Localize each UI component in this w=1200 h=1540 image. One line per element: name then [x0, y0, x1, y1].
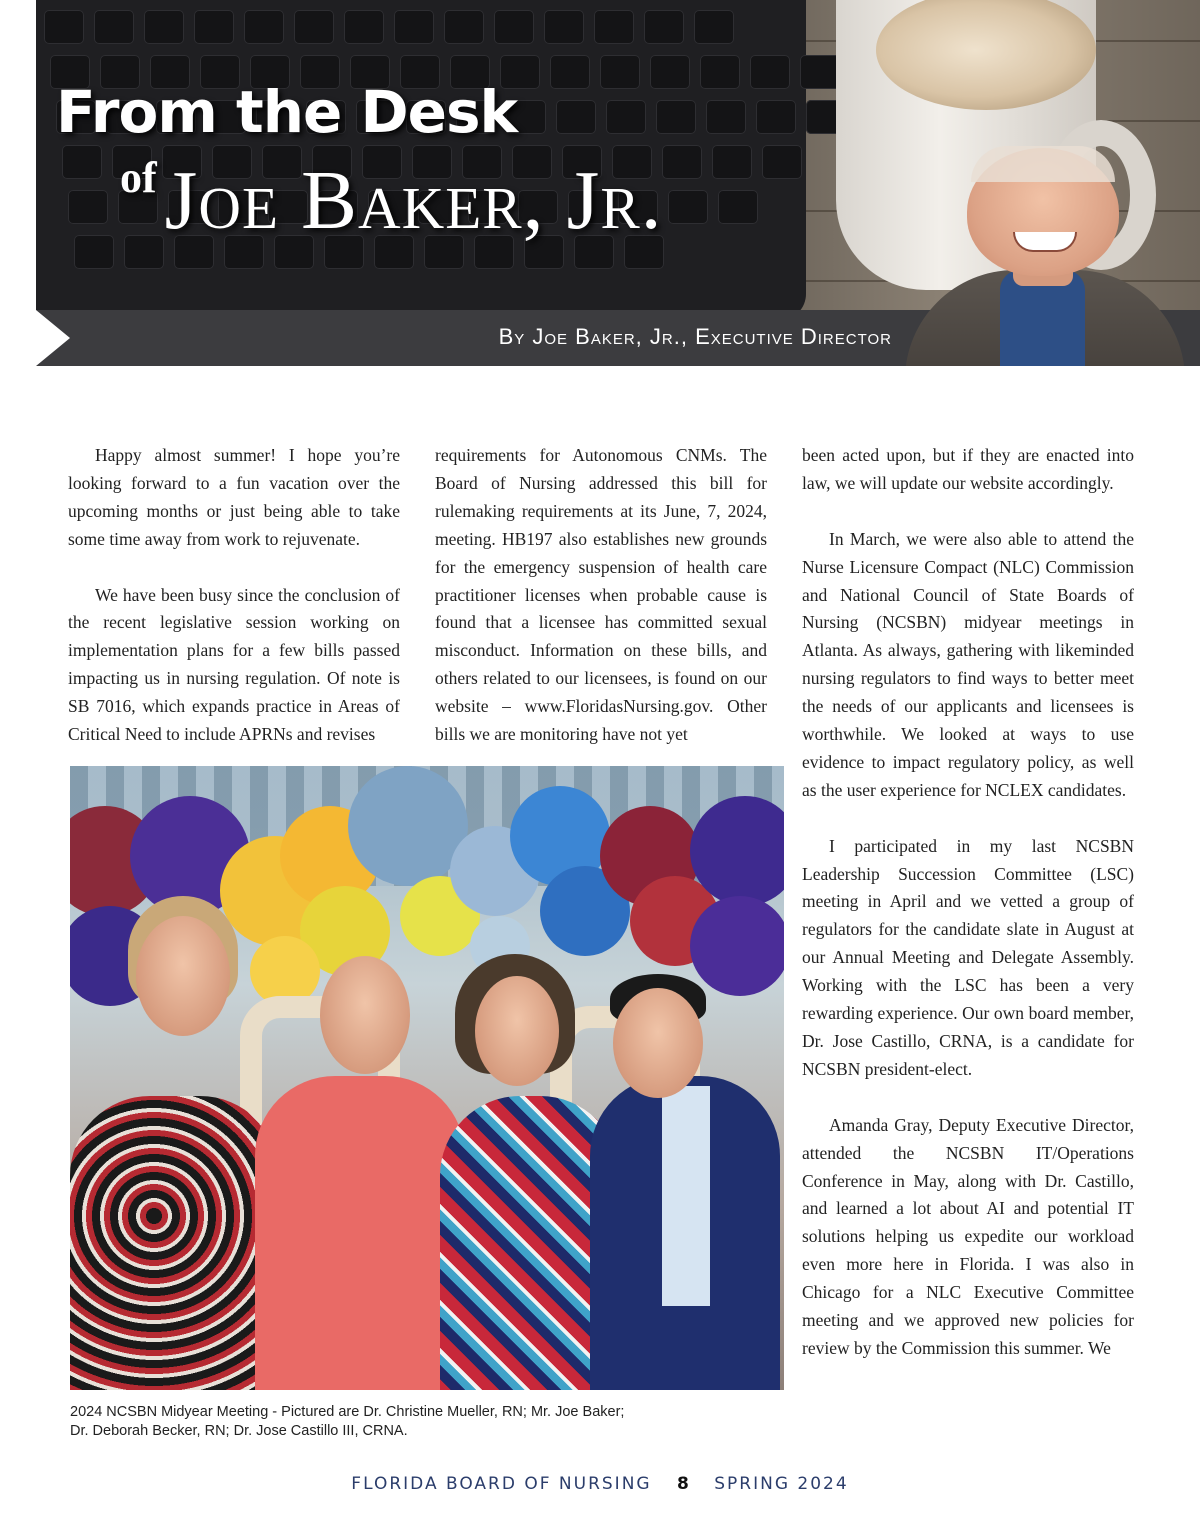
paragraph: been acted upon, but if they are enacted into law, we will update our website accordingly.	[802, 445, 1134, 493]
person-2	[255, 1076, 465, 1390]
keyboard-key	[668, 190, 708, 224]
portrait-smile	[1013, 232, 1077, 252]
keyboard-key	[556, 100, 596, 134]
title-author-name: Joe Baker, Jr.	[164, 154, 663, 247]
keyboard-key	[606, 100, 646, 134]
keyboard-key	[712, 145, 752, 179]
photo-caption	[70, 1403, 770, 1441]
keyboard-key	[94, 10, 134, 44]
paragraph: requirements for Autonomous CNMs. The Board of Nursing addressed this bill for rulemaking requirements at its June, 7, 2024, meeting. HB197 also establishes new grounds for the emergency suspension of health care practitioner licenses when probable cause is found that a licensee has committed sexual misconduct. Information on these bills, and others related to our licensees, is found on our website – www.FloridasNursing.gov. Other bills we are monitoring have not yet	[435, 445, 767, 745]
keyboard-key	[800, 55, 840, 89]
keyboard-key	[144, 10, 184, 44]
keyboard-key	[644, 10, 684, 44]
keyboard-key	[294, 10, 334, 44]
keyboard-key	[750, 55, 790, 89]
keyboard-key	[494, 10, 534, 44]
footer-issue: SPRING 2024	[714, 1474, 849, 1494]
keyboard-key	[762, 145, 802, 179]
keyboard-key	[706, 100, 746, 134]
keyboard-key	[44, 10, 84, 44]
page-number: 8	[677, 1474, 689, 1494]
keyboard-key	[68, 190, 108, 224]
keyboard-key	[662, 145, 702, 179]
keyboard-key	[718, 190, 758, 224]
page-footer	[0, 1474, 1200, 1494]
article-column-2	[435, 442, 767, 777]
caption-line-2: Dr. Deborah Becker, RN; Dr. Jose Castillo III, CRNA.	[70, 1423, 408, 1439]
keyboard-key	[594, 10, 634, 44]
keyboard-key	[244, 10, 284, 44]
keyboard-key	[74, 235, 114, 269]
keyboard-key	[544, 10, 584, 44]
keyboard-key	[194, 10, 234, 44]
paragraph: We have been busy since the conclusion of the recent legislative session working on implementation plans for a few bills passed impacting us in nursing regulation. Of note is SB 7016, which expands practice in Areas of Critical Need to include APRNs and revises	[68, 584, 400, 745]
person-1	[70, 1096, 280, 1390]
keyboard-key	[650, 55, 690, 89]
byline: By Joe Baker, Jr., Executive Director	[498, 324, 892, 349]
title-name-line	[120, 152, 663, 249]
keyboard-key	[694, 10, 734, 44]
paragraph: Happy almost summer! I hope you’re looking forward to a fun vacation over the upcoming months or just being able to take some time away from work to rejuvenate.	[68, 445, 400, 549]
keyboard-key	[700, 55, 740, 89]
keyboard-key	[756, 100, 796, 134]
keyboard-key	[62, 145, 102, 179]
keyboard-key	[600, 55, 640, 89]
byline-arrow-shape	[36, 310, 70, 366]
article-column-1	[68, 442, 400, 777]
group-photo	[70, 766, 784, 1390]
footer-publication: FLORIDA BOARD OF NURSING	[351, 1474, 652, 1494]
paragraph: Amanda Gray, Deputy Executive Director, attended the NCSBN IT/Operations Conference in May, along with Dr. Castillo, and learned a lot about AI and potential IT solutions helping us expedite our workload even more here in Florida. I was also in Chicago for a NLC Executive Committee meeting and we approved new policies for review by the Commission this summer. We	[802, 1114, 1134, 1358]
keyboard-key	[344, 10, 384, 44]
caption-line-1: 2024 NCSBN Midyear Meeting - Pictured are Dr. Christine Mueller, RN; Mr. Joe Baker;	[70, 1404, 625, 1420]
article-column-3	[802, 442, 1134, 1391]
author-portrait	[905, 140, 1185, 366]
paragraph: In March, we were also able to attend the Nurse Licensure Compact (NLC) Commission and National Council of State Boards of Nursing (NCSBN) midyear meetings in Atlanta. As always, gathering with likeminded nursing regulators to find ways to better meet the needs of our applicants and licensees is worthwhile. We looked at ways to use evidence to impact regulatory policy, as well as the user experience for NCLEX candidates.	[802, 528, 1134, 800]
title-of: of	[120, 153, 157, 202]
keyboard-key	[656, 100, 696, 134]
keyboard-key	[444, 10, 484, 44]
keyboard-key	[394, 10, 434, 44]
keyboard-key	[550, 55, 590, 89]
portrait-hair	[971, 146, 1115, 182]
paragraph: I participated in my last NCSBN Leadership Succession Committee (LSC) meeting in April and we vetted a group of regulators for the candidate slate in August at our Annual Meeting and Delegate Assembly. Working with the LSC has been a very rewarding experience. Our own board member, Dr. Jose Castillo, CRNA, is a candidate for NCSBN president-elect.	[802, 835, 1134, 1079]
title-from-the-desk: From the Desk	[56, 78, 518, 146]
